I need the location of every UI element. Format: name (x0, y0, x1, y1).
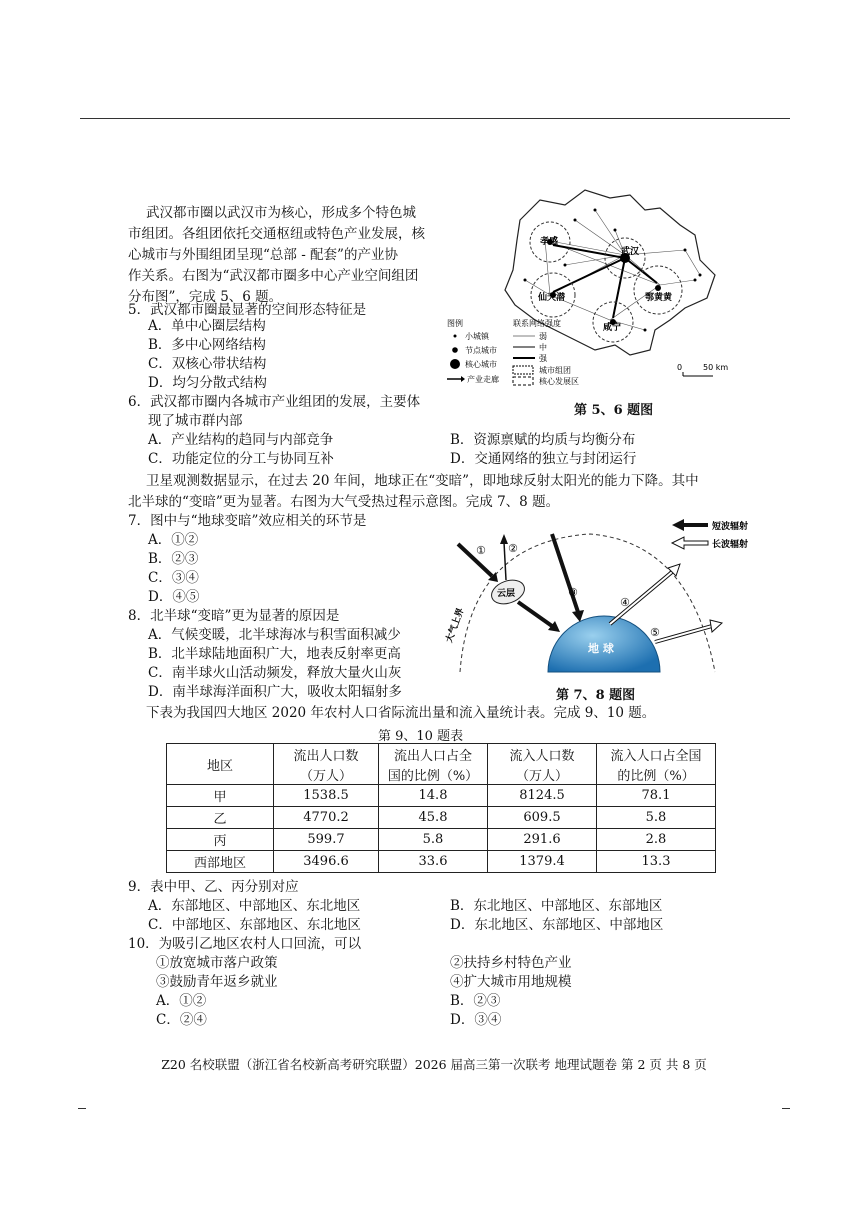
cell: 乙 (167, 807, 274, 829)
q7-option-b[interactable]: B．②③ (148, 551, 199, 567)
table-row (167, 829, 716, 851)
q5-option-b[interactable]: B．多中心网络结构 (148, 337, 266, 353)
map-legend-core-zone: 核心发展区 (539, 377, 579, 386)
q5-option-c[interactable]: C．双核心带状结构 (148, 356, 267, 372)
q7-stem: 7．图中与“地球变暗”效应相关的环节是 (128, 513, 367, 529)
q10-option-c[interactable]: C．②④ (156, 1012, 207, 1028)
cell: 1379.4 (488, 851, 597, 873)
q7-option-c[interactable]: C．③④ (148, 570, 199, 586)
th-inflow-pct-1: 流入人口占全国 (597, 744, 716, 765)
q8-option-b[interactable]: B．北半球陆地面积广大，地表反射率更高 (148, 646, 401, 662)
map-link-medium: 中 (539, 343, 547, 352)
label-cloud: 云层 (497, 589, 516, 599)
q9-option-a[interactable]: A．东部地区、中部地区、东北地区 (148, 898, 361, 914)
q56-intro-4: 作关系。右图为“武汉都市圈多中心产业空间组团 (128, 268, 419, 284)
table-title: 第 9、10 题表 (378, 729, 464, 744)
q8-option-d[interactable]: D．南半球海洋面积广大，吸收太阳辐射多 (148, 684, 402, 700)
q10-item-3: ③鼓励青年返乡就业 (156, 974, 278, 990)
th-outflow-pct-2: 国的比例（%） (379, 764, 488, 785)
q78-intro-2: 北半球的“变暗”更为显著。右图为大气受热过程示意图。完成 7、8 题。 (128, 494, 560, 510)
q10-item-2: ②扶持乡村特色产业 (450, 955, 572, 971)
th-outflow-2: （万人） (274, 764, 379, 785)
cell: 599.7 (274, 829, 379, 851)
label-earth: 地 球 (588, 642, 614, 655)
cell: 33.6 (379, 851, 488, 873)
cell: 3496.6 (274, 851, 379, 873)
q6-option-d[interactable]: D．交通网络的独立与封闭运行 (450, 451, 637, 467)
q6-option-b[interactable]: B．资源禀赋的均质与均衡分布 (450, 432, 636, 448)
q10-item-4: ④扩大城市用地规模 (450, 974, 572, 990)
q8-stem: 8．北半球“变暗”更为显著的原因是 (128, 608, 340, 624)
map-city-xianning: 咸宁 (603, 323, 622, 333)
map-legend-core: 核心城市 (465, 360, 497, 369)
map-legend-corridor: 产业走廊 (467, 375, 499, 384)
atmosphere-heating-diagram (440, 512, 760, 682)
cell: 13.3 (597, 851, 716, 873)
crop-mark-left (78, 1108, 86, 1109)
q9-option-c[interactable]: C．中部地区、东部地区、东北地区 (148, 917, 361, 933)
table-header-row (167, 744, 716, 765)
th-inflow-1: 流入人口数 (488, 744, 597, 765)
q78-intro-1: 卫星观测数据显示，在过去 20 年间，地球正在“变暗”，即地球反射太阳光的能力下降。其中 (146, 473, 699, 489)
table-row (167, 807, 716, 829)
q56-intro-1: 武汉都市圈以武汉市为核心，形成多个特色城 (146, 205, 416, 221)
legend-longwave: 长波辐射 (712, 540, 749, 550)
q8-option-c[interactable]: C．南半球火山活动频发，释放大量火山灰 (148, 665, 402, 681)
q5-option-d[interactable]: D．均匀分散式结构 (148, 375, 267, 391)
table-row (167, 851, 716, 873)
map-city-wuhan: 武汉 (621, 247, 640, 257)
q910-intro: 下表为我国四大地区 2020 年农村人口省际流出量和流入量统计表。完成 9、10 题。 (146, 705, 656, 721)
cell: 丙 (167, 829, 274, 851)
q9-stem: 9．表中甲、乙、丙分别对应 (128, 879, 299, 895)
q10-item-1: ①放宽城市落户政策 (156, 955, 278, 971)
shortwave-legend-icon (672, 519, 708, 531)
map-city-xiaogan: 孝感 (540, 237, 559, 247)
cell: 西部地区 (167, 851, 274, 873)
q10-stem: 10．为吸引乙地区农村人口回流，可以 (128, 936, 362, 952)
map-scale-50km: 50 km (703, 363, 729, 372)
label-atmosphere-top: 大气上界 (444, 606, 467, 645)
header-rule (80, 118, 790, 119)
q8-option-a[interactable]: A．气候变暖，北半球海冰与积雪面积减少 (148, 627, 401, 643)
q9-option-d[interactable]: D．东北地区、东部地区、中部地区 (450, 917, 664, 933)
cell: 5.8 (379, 829, 488, 851)
label-num-3: ③ (568, 586, 578, 599)
q5-option-a[interactable]: A．单中心圈层结构 (148, 318, 266, 334)
cell: 5.8 (597, 807, 716, 829)
cell: 1538.5 (274, 785, 379, 807)
q7-option-a[interactable]: A．①② (148, 532, 199, 548)
q10-option-b[interactable]: B．②③ (450, 993, 501, 1009)
cell: 45.8 (379, 807, 488, 829)
q6-option-a[interactable]: A．产业结构的趋同与内部竞争 (148, 432, 334, 448)
cell: 甲 (167, 785, 274, 807)
th-outflow-pct-1: 流出人口占全 (379, 744, 488, 765)
q7-option-d[interactable]: D．④⑤ (148, 589, 200, 605)
cell: 2.8 (597, 829, 716, 851)
map-legend-town: 小城镇 (465, 332, 489, 341)
cell: 8124.5 (488, 785, 597, 807)
label-num-2: ② (508, 542, 518, 555)
q56-intro-3: 心城市与外围组团呈现“总部 - 配套”的产业协 (128, 247, 398, 263)
crop-mark-right (782, 1108, 790, 1109)
q56-intro-5: 分布图”，完成 5、6 题。 (128, 289, 283, 305)
label-num-4: ④ (620, 596, 630, 609)
map-link-title: 联系网络强度 (513, 319, 561, 328)
table-row (167, 785, 716, 807)
legend-shortwave: 短波辐射 (712, 522, 749, 532)
migration-table (166, 743, 716, 873)
map-link-strong: 强 (539, 354, 547, 363)
th-inflow-pct-2: 的比例（%） (597, 764, 716, 785)
cell: 291.6 (488, 829, 597, 851)
map-city-xiantianqian: 仙天潜 (538, 293, 566, 303)
map-link-weak: 弱 (539, 332, 547, 341)
q10-option-a[interactable]: A．①② (156, 993, 207, 1009)
page-footer: Z20 名校联盟（浙江省名校新高考研究联盟）2026 届高三第一次联考 地理试题卷 第 2 页 共 8 页 (161, 1057, 707, 1072)
map-city-ehuanghuang: 鄂黄黄 (645, 293, 673, 303)
wuhan-metro-map (445, 180, 745, 390)
q5-stem: 5．武汉都市圈最显著的空间形态特征是 (128, 302, 367, 318)
map-legend-cluster: 城市组团 (539, 366, 571, 375)
q10-option-d[interactable]: D．③④ (450, 1012, 502, 1028)
cell: 14.8 (379, 785, 488, 807)
q56-intro-2: 市组团。各组团依托交通枢纽或特色产业发展，核 (128, 226, 425, 242)
q6-stem-2: 现了城市群内部 (148, 413, 243, 429)
cell: 4770.2 (274, 807, 379, 829)
th-region: 地区 (167, 744, 274, 785)
map-legend-title: 图例 (447, 319, 463, 328)
longwave-legend-icon (672, 537, 708, 549)
q9-option-b[interactable]: B．东北地区、中部地区、东部地区 (450, 898, 663, 914)
cell: 78.1 (597, 785, 716, 807)
label-num-1: ① (476, 544, 486, 557)
map-scale-zero: 0 (677, 363, 683, 372)
th-outflow-1: 流出人口数 (274, 744, 379, 765)
th-inflow-2: （万人） (488, 764, 597, 785)
map-caption: 第 5、6 题图 (574, 403, 654, 418)
q6-stem-1: 6．武汉都市圈内各城市产业组团的发展，主要体 (128, 394, 421, 410)
map-legend-node: 节点城市 (465, 346, 497, 355)
diagram-caption: 第 7、8 题图 (556, 688, 636, 703)
q6-option-c[interactable]: C．功能定位的分工与协同互补 (148, 451, 334, 467)
cell: 609.5 (488, 807, 597, 829)
label-num-5: ⑤ (650, 626, 660, 639)
